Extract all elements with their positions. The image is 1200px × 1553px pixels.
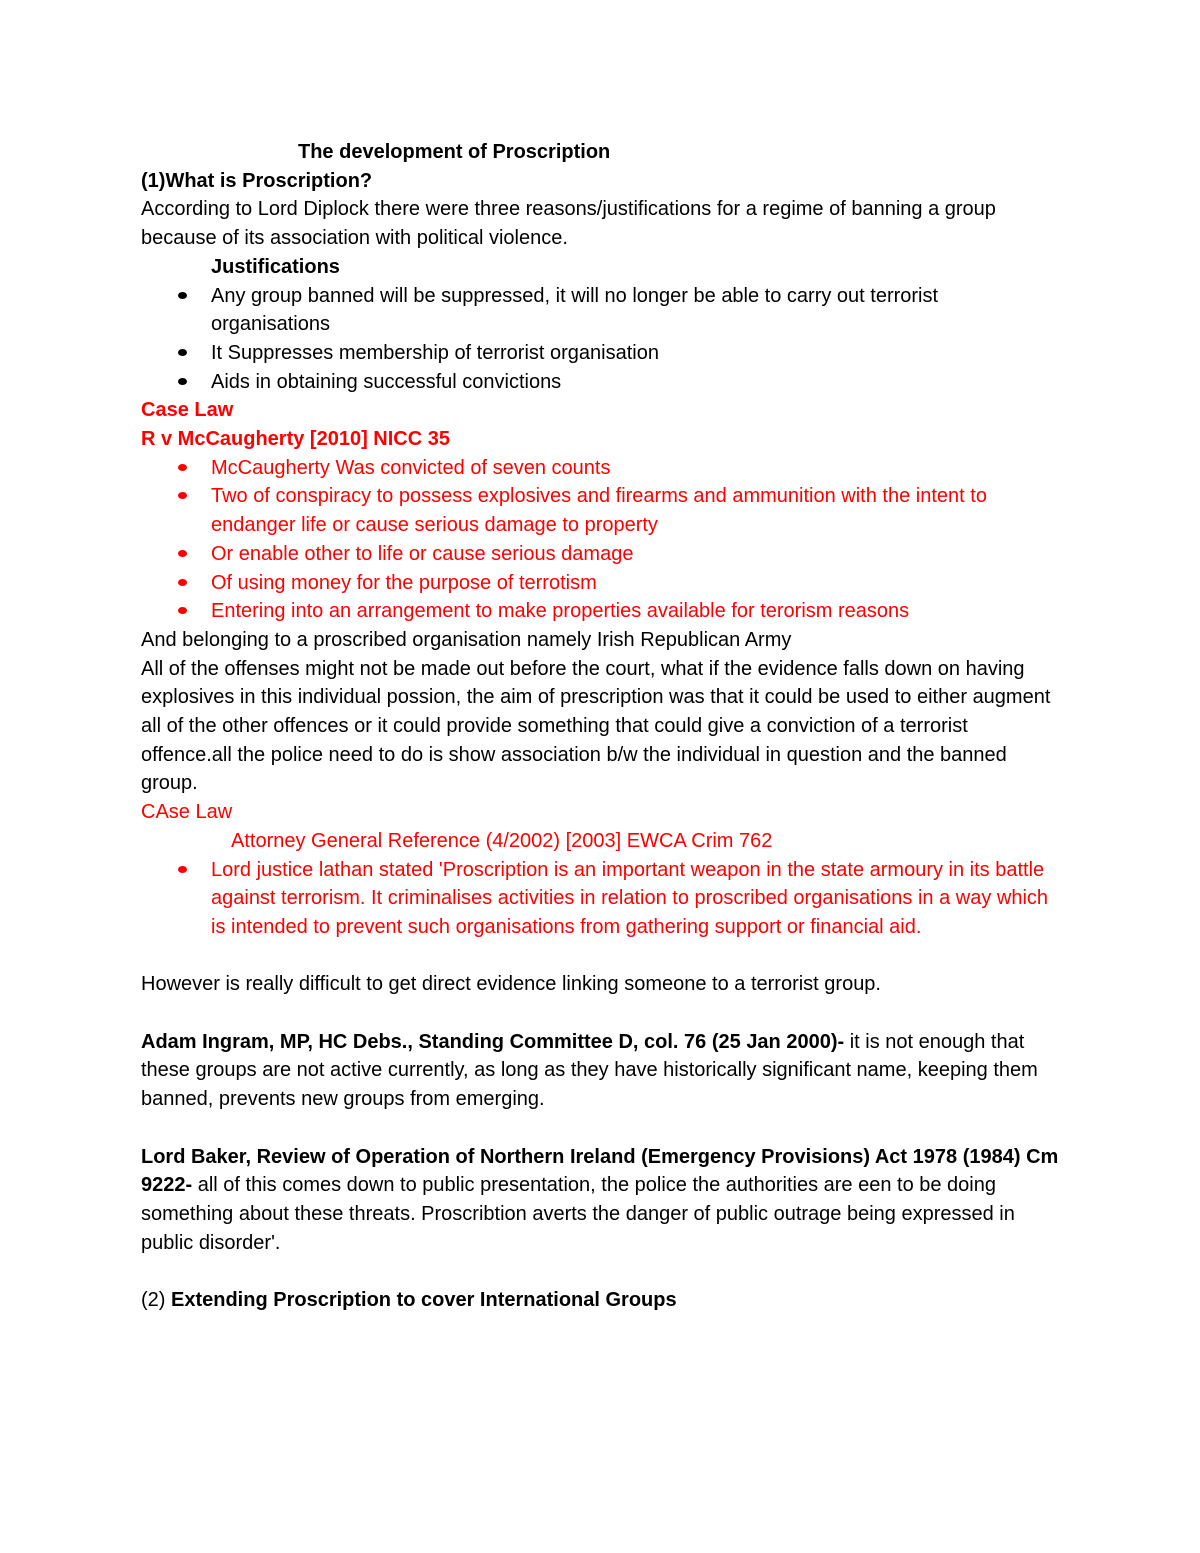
- list-item: Lord justice lathan stated 'Proscription is an important weapon in the state armoury in its battle against terrorism. It criminalises activities in relation to proscribed organisations in a way which is intended to prevent such organisations from gathering support or financial aid.: [141, 856, 1061, 942]
- list-item: Entering into an arrangement to make properties available for terorism reasons: [141, 597, 1061, 626]
- paragraph-offences: All of the offenses might not be made out before the court, what if the evidence falls down on having explosives in this individual possion, the aim of prescription was that it could be used to either augment all of the other offences or it could provide something that could give a conviction of a terrorist offence.all the police need to do is show association b/w the individual in question and the banned group.: [141, 657, 1051, 795]
- list-item: It Suppresses membership of terrorist organisation: [141, 339, 1061, 368]
- list-item: McCaugherty Was convicted of seven counts: [141, 454, 1061, 483]
- section1-intro: According to Lord Diplock there were three reasons/justifications for a regime of banning a group because of its association with political violence.: [141, 198, 996, 250]
- document-page: [141, 138, 1061, 1315]
- case-name: R v McCaugherty [2010] NICC 35: [141, 428, 450, 451]
- spacer: [141, 1257, 1061, 1286]
- case-law-label: Case Law: [141, 399, 234, 422]
- bullet-icon: [178, 492, 187, 499]
- justifications-list: [141, 282, 1061, 397]
- bullet-icon: [178, 866, 187, 873]
- case-ref-2: Attorney General Reference (4/2002) [2003] EWCA Crim 762: [231, 829, 773, 852]
- justifications-heading: Justifications: [211, 255, 340, 278]
- ingram-citation: Adam Ingram, MP, HC Debs., Standing Committee D, col. 76 (25 Jan 2000)-: [141, 1030, 845, 1053]
- spacer: [141, 999, 1061, 1028]
- bullet-icon: [178, 607, 187, 614]
- paragraph-ingram: [141, 1028, 1061, 1114]
- bullet-icon: [178, 292, 187, 299]
- bullet-icon: [178, 550, 187, 557]
- case-points-list: [141, 454, 1061, 626]
- list-item: Two of conspiracy to possess explosives and firearms and ammunition with the intent to endanger life or cause serious damage to property: [141, 482, 1061, 539]
- list-item: Of using money for the purpose of terrotism: [141, 569, 1061, 598]
- document-title: The development of Proscription: [298, 141, 611, 163]
- section1-heading: (1)What is Proscription?: [141, 169, 373, 192]
- list-item: Or enable other to life or cause serious damage: [141, 540, 1061, 569]
- paragraph-evidence: However is really difficult to get direct evidence linking someone to a terrorist group.: [141, 973, 881, 996]
- case-points-list-2: [141, 856, 1061, 942]
- list-item: Aids in obtaining successful convictions: [141, 368, 1061, 397]
- section2-heading-line: [141, 1286, 1061, 1315]
- paragraph-baker: [141, 1143, 1061, 1258]
- baker-citation: Lord Baker, Review of Operation of Northern Ireland (Emergency Provisions) Act 1978 (1984) Cm 9222-: [141, 1145, 1059, 1197]
- bullet-icon: [178, 464, 187, 471]
- section2-heading: Extending Proscription to cover International Groups: [171, 1289, 677, 1312]
- spacer: [141, 1114, 1061, 1143]
- bullet-icon: [178, 349, 187, 356]
- case-law-label-2: CAse Law: [141, 801, 233, 824]
- baker-text: all of this comes down to public presentation, the police the authorities are een to be doing something about these threats. Proscribtion averts the danger of public outrage being expressed in public disorder'.: [141, 1174, 1015, 1254]
- ingram-text: it is not enough that these groups are not active currently, as long as they have historically significant name, keeping them banned, prevents new groups from emerging.: [141, 1030, 1038, 1111]
- list-item: Any group banned will be suppressed, it will no longer be able to carry out terrorist organisations: [141, 282, 1061, 339]
- bullet-icon: [178, 579, 187, 586]
- paragraph-ira: And belonging to a proscribed organisation namely Irish Republican Army: [141, 628, 792, 651]
- bullet-icon: [178, 378, 187, 385]
- spacer: [141, 942, 1061, 971]
- section2-number: (2): [141, 1289, 171, 1312]
